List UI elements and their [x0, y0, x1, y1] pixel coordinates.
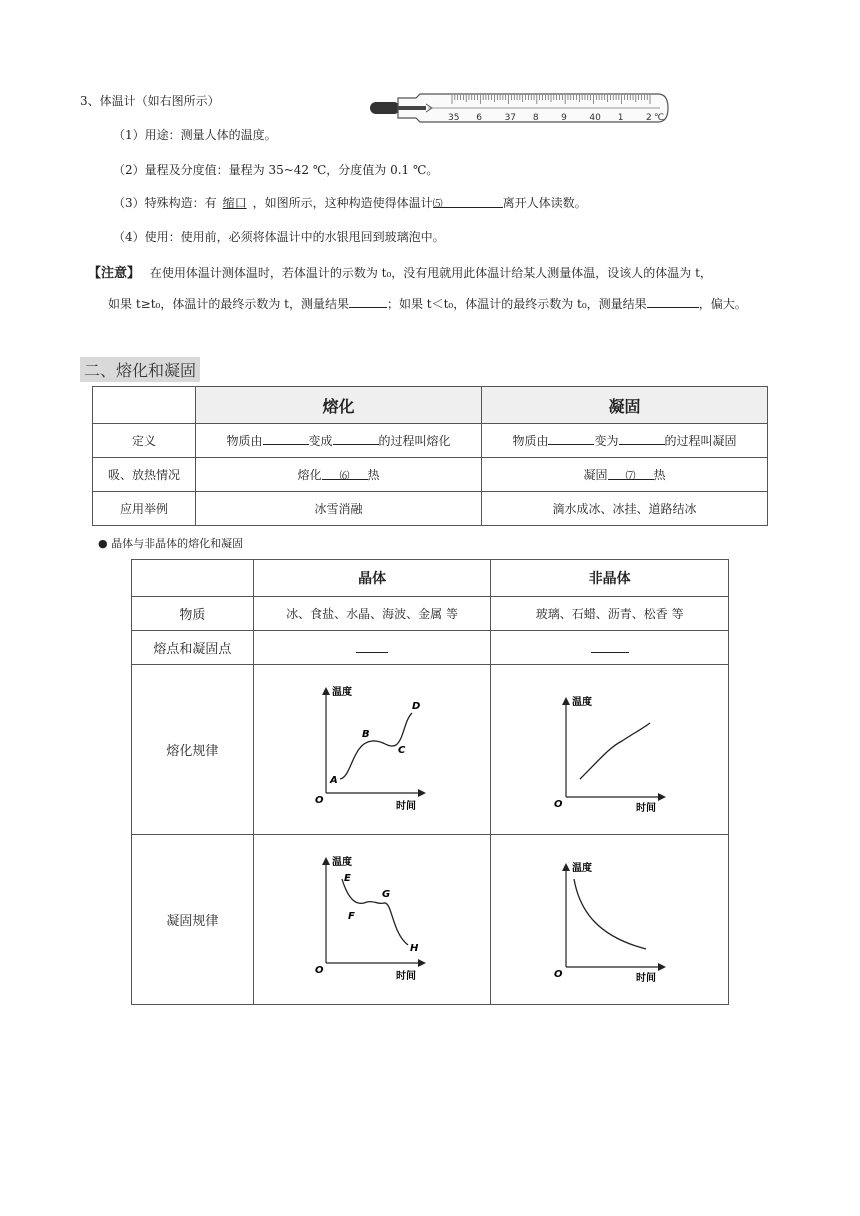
mercury-bulb: [370, 102, 400, 114]
scale-label: 37: [504, 113, 517, 123]
svg-text:温度: 温度: [571, 863, 592, 874]
table-row: 熔化规律 温度 时间 O A B C D 温度 时间 O: [132, 665, 729, 835]
svg-text:时间: 时间: [635, 973, 656, 983]
thermo-usage: （4）使用：使用前，必须将体温计中的水银甩回到玻璃泡中。: [113, 230, 445, 244]
table-row: 定义 物质由 变成 的过程叫熔化 物质由 变为 的过程叫凝固: [93, 424, 768, 458]
blank-5: ⑸: [433, 195, 503, 208]
header-empty: [93, 387, 196, 424]
blank-crystal-point: [356, 640, 388, 653]
table-row: 物质 冰、食盐、水晶、海波、金属 等 玻璃、石蜡、沥青、松香 等: [132, 597, 729, 631]
table-row: 吸、放热情况 熔化 ⑹ 热 凝固 ⑺ 热: [93, 458, 768, 492]
blank-amorph-point: [591, 640, 629, 653]
note-line1: 【注意】 在使用体温计测体温时，若体温计的示数为 t₀，没有甩就用此体温计给某人测量体温，设该人的体温为 t，: [88, 266, 712, 281]
table-row: 熔点和凝固点: [132, 631, 729, 665]
svg-text:O: O: [315, 965, 324, 976]
svg-text:A: A: [330, 775, 338, 786]
scale-label: 1: [617, 113, 624, 123]
svg-text:F: F: [348, 911, 355, 922]
table-row: 应用举例 冰雪消融 滴水成冰、冰挂、道路结冰: [93, 492, 768, 526]
melt-solid-table: [92, 386, 768, 526]
svg-text:O: O: [315, 795, 324, 806]
header-melt: 熔化: [196, 387, 482, 424]
amorph-melt-graph: [550, 683, 670, 813]
svg-text:温度: 温度: [332, 687, 353, 698]
blank-result-2: [647, 295, 699, 308]
svg-text:H: H: [410, 943, 419, 954]
svg-text:B: B: [362, 729, 370, 740]
scale-label: 9: [561, 113, 567, 123]
header-amorph: 非晶体: [491, 560, 729, 597]
crystal-solid-graph: [312, 853, 432, 983]
thermometer-illustration: [368, 90, 673, 126]
constriction-word: 缩口: [222, 196, 247, 210]
mercury-column: [398, 106, 426, 110]
svg-text:温度: 温度: [332, 857, 353, 868]
scale-label: 2: [646, 113, 652, 123]
thermo-range: （2）量程及分度值：量程为 35~42 ℃，分度值为 0.1 ℃。: [113, 163, 439, 177]
svg-text:时间: 时间: [396, 971, 417, 982]
blank-result-1: [349, 295, 387, 308]
thermo-special: （3）特殊构造：有 缩口 ，如图所示，这种构造使得体温计⑸ 离开人体读数。: [113, 196, 587, 210]
note-line2: 如果 t≥t₀，体温计的最终示数为 t，测量结果 ；如果 t＜t₀，体温计的最终示数为 t₀，测量结果 ，偏大。: [108, 297, 747, 311]
svg-text:D: D: [412, 701, 421, 712]
crystal-bullet: ● 晶体与非晶体的熔化和凝固: [98, 537, 244, 550]
thermometer-heading: 3、体温计（如右图所示）: [80, 94, 220, 108]
amorph-solid-graph: [550, 853, 670, 983]
header-crystal: 晶体: [253, 560, 491, 597]
header-solid: 凝固: [482, 387, 768, 424]
svg-text:O: O: [553, 969, 563, 980]
svg-text:O: O: [553, 799, 563, 810]
svg-text:时间: 时间: [635, 803, 656, 813]
thermo-use: （1）用途：测量人体的温度。: [113, 128, 277, 142]
svg-text:G: G: [382, 889, 391, 900]
scale-label: 6: [476, 113, 483, 123]
crystal-melt-graph: [312, 683, 432, 813]
svg-text:E: E: [344, 873, 351, 884]
header-empty: [132, 560, 254, 597]
scale-label: 35: [448, 113, 460, 123]
table-row: 凝固规律 温度 时间 O E F G H 温度 时间 O: [132, 835, 729, 1005]
note-tag: 【注意】: [88, 266, 141, 281]
crystal-table: [131, 559, 729, 1005]
svg-text:C: C: [398, 745, 406, 756]
svg-text:温度: 温度: [571, 697, 592, 708]
scale-label: 8: [532, 113, 539, 123]
scale-label: 40: [589, 113, 601, 123]
section-title: 二、熔化和凝固: [80, 357, 200, 382]
svg-text:时间: 时间: [396, 801, 417, 812]
scale-label: ℃: [654, 113, 665, 123]
